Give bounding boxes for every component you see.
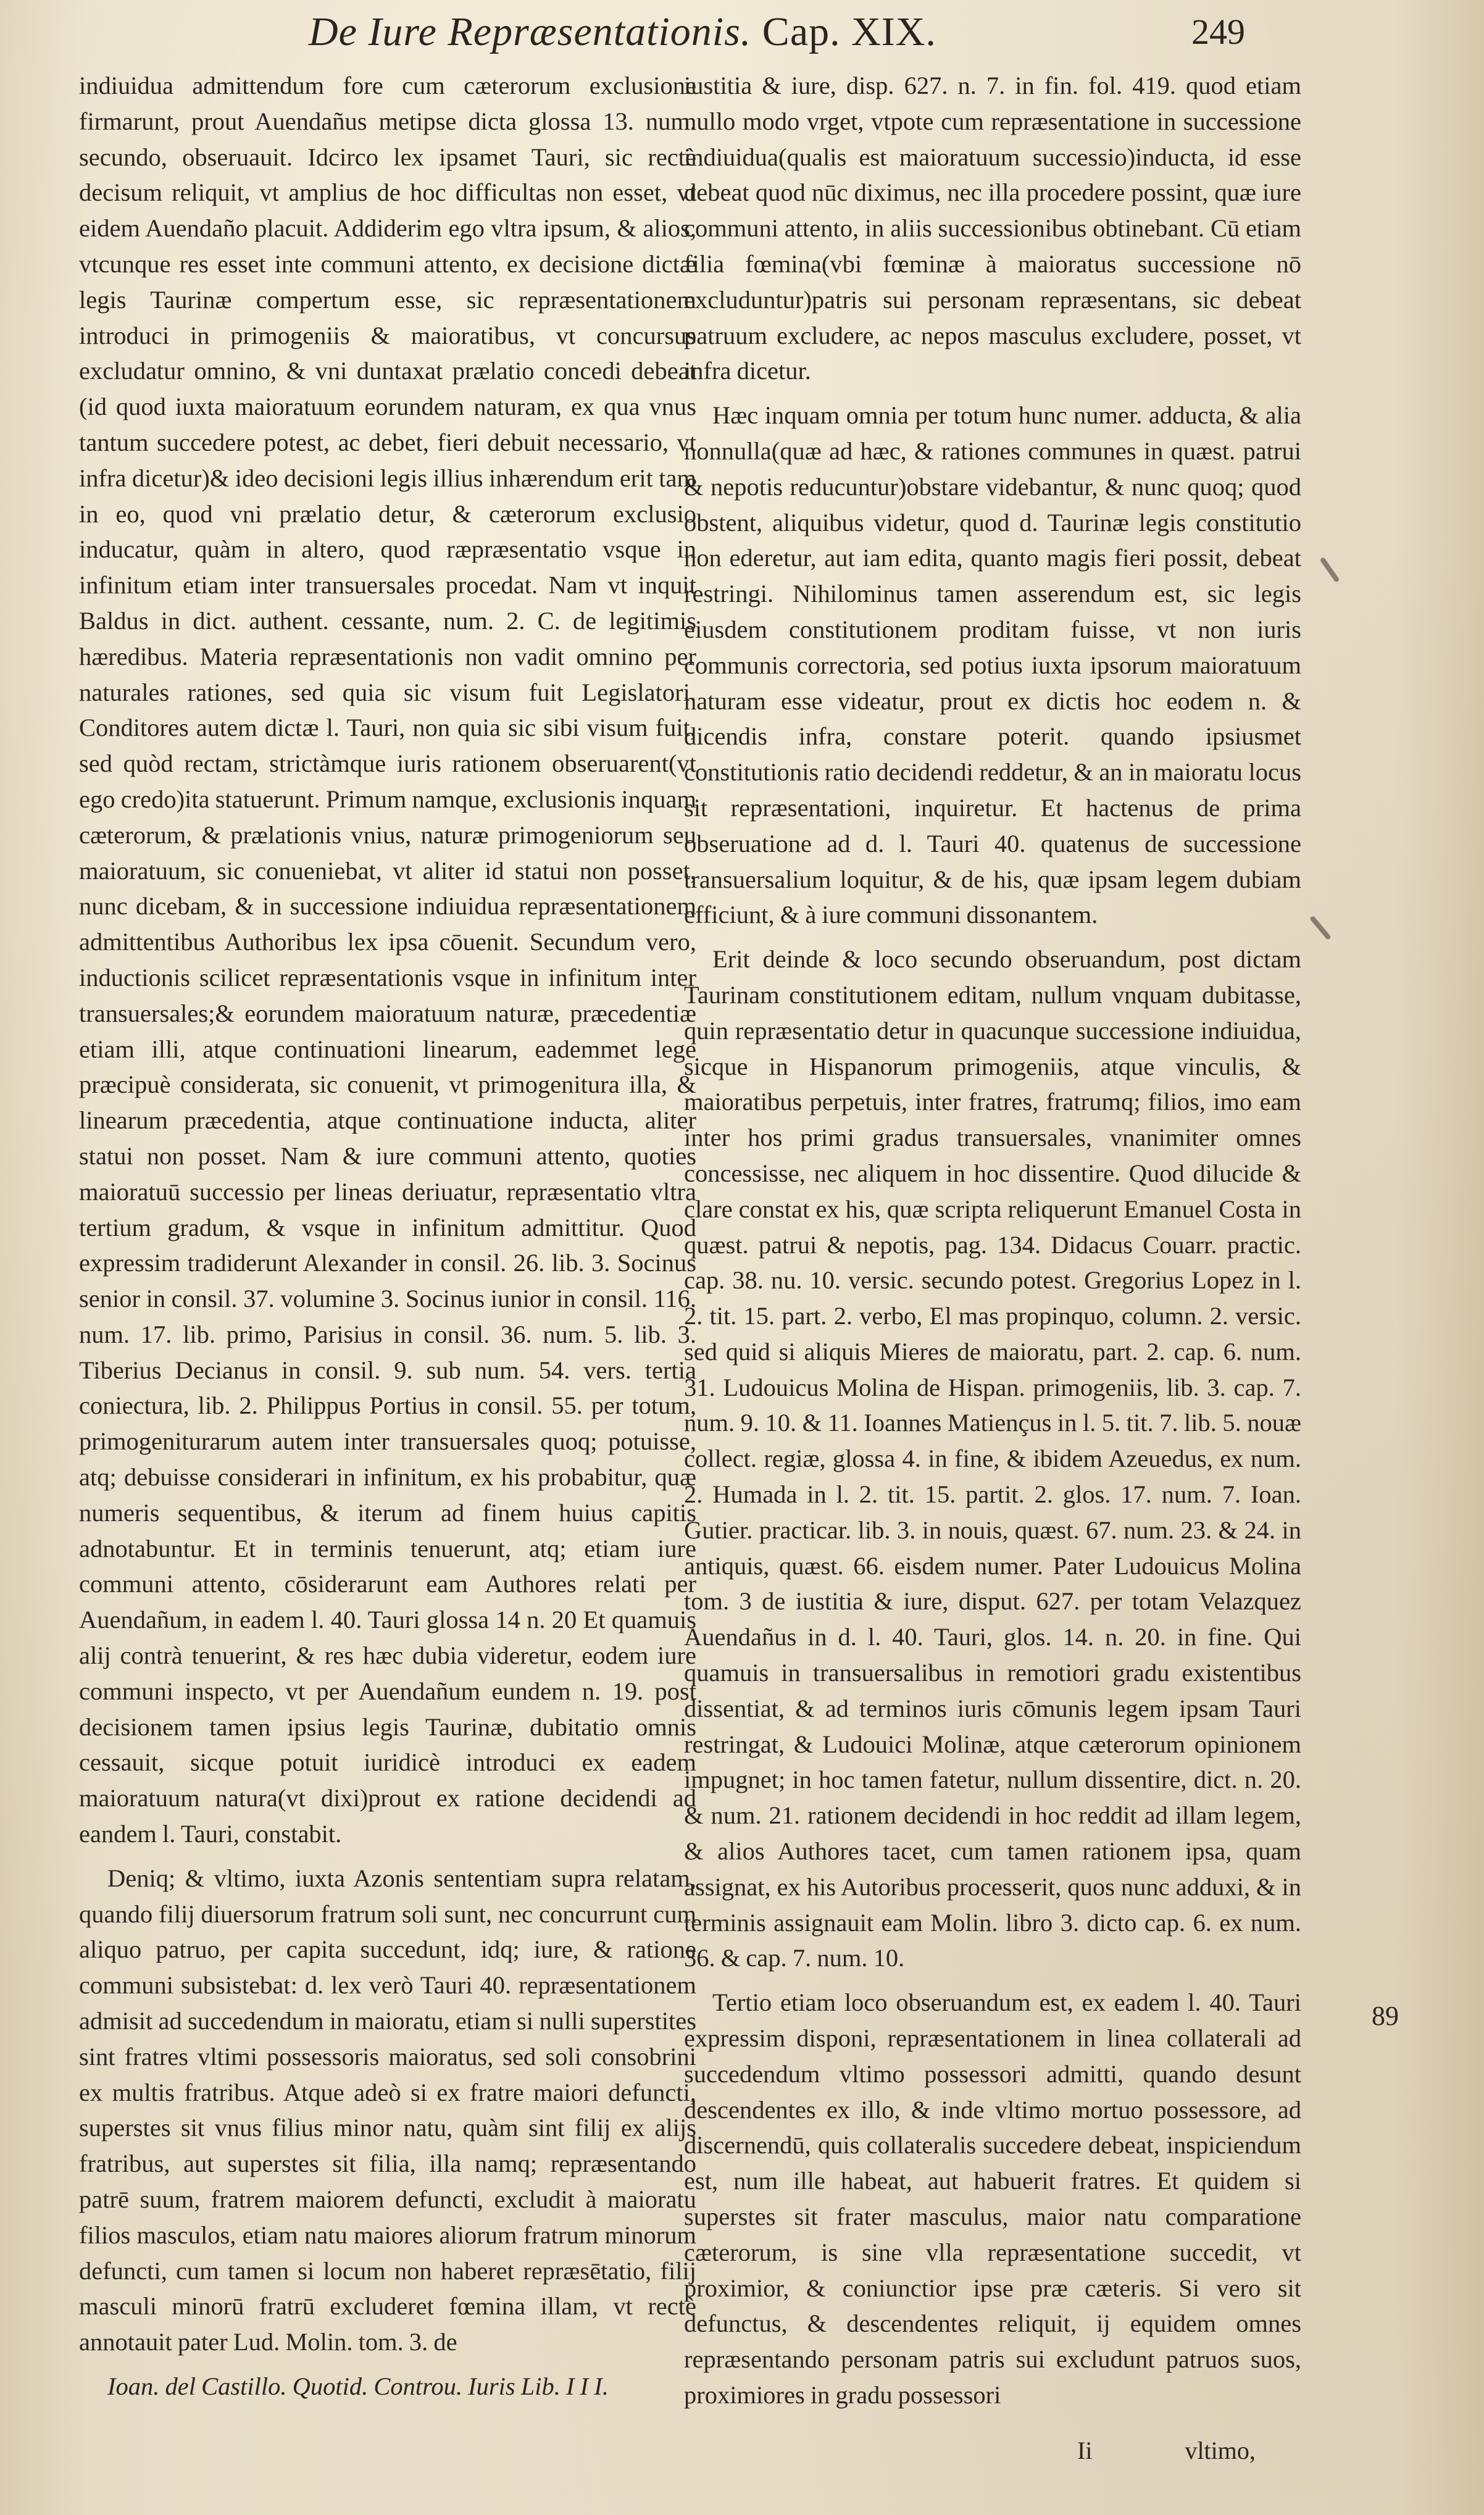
running-title: De Iure Repræsentationis. bbox=[309, 9, 752, 54]
left-paragraph-1: indiuidua admittendum fore cum cæterorum exclusione firmarunt, prout Auendañus metipse dicta glossa 13. num. secundo, obseruauit. Idcirco lex ipsamet Tauri, sic rectè decisum reliquit, vt amplius de hoc difficultas non esset, vt eidem Auendaño placuit. Addiderim ego vltra ipsum, & alios, vtcunque res esset inte communi attento, ex decisione dictæ legis Taurinæ compertum esse, sic repræsentationem introduci in primogeniis & maioratibus, vt concursus excludatur omnino, & vni duntaxat prælatio concedi debeat (id quod iuxta maioratuum eorundem naturam, ex qua vnus tantum succedere potest, ac debet, fieri debuit necessario, vt infra dicetur)& ideo decisioni legis illius inhærendum erit tam in eo, quod vni prælatio detur, & cæterorum exclusio inducatur, quàm in altero, quod ræpræsentatio vsque in infinitum etiam inter transuersales procedat. Nam vt inquit Baldus in dict. authent. cessante, num. 2. C. de legitimis hæredibus. Materia repræsentationis non vadit omnino per naturales rationes, sed quia sic visum fuit Legislatori. Conditores autem dictæ l. Tauri, non quia sic sibi visum fuit, sed quòd rectam, strictàmque iuris rationem obseruarent(vt ego credo)ita statuerunt. Primum namque, exclusionis inquam cæterorum, & prælationis vnius, naturæ primogeniorum seu maioratuum, sic conueniebat, vt aliter id statui non posset, nunc dicebam, & in successione indiuidua repræsentationem admittentibus Authoribus lex ipsa cōuenit. Secundum vero, inductionis scilicet repræsentationis vsque in infinitum inter transuersales;& eorundem maioratuum naturæ, præcedentiæ etiam illi, atque continuationi linearum, eademmet lege præcipuè considerata, sic conuenit, vt primogenitura illa, & linearum præcedentia, atque continuatione inducta, aliter statui non posset. Nam & iure communi attento, quoties maioratuū successio per lineas deriuatur, repræsentatio vltra tertium gradum, & vsque in infinitum admittitur. Quod expressim tradiderunt Alexander in consil. 26. lib. 3. Socinus senior in consil. 37. volumine 3. Socinus iunior in consil. 116. num. 17. lib. primo, Parisius in consil. 36. num. 5. lib. 3. Tiberius Decianus in consil. 9. sub num. 54. vers. tertia coniectura, lib. 2. Philippus Portius in consil. 55. per totum, primogeniturarum autem inter transuersales quoq; potuisse, atq; debuisse considerari in infinitum, ex his probabitur, quæ numeris sequentibus, & iterum ad finem huius capitis adnotabuntur. Et in terminis tenuerunt, atq; etiam iure communi attento, cōsiderarunt eam Authores relati per Auendañum, in eadem l. 40. Tauri glossa 14 n. 20 Et quamuis alij contrà tenuerint, & res hæc dubia videretur, eodem iure communi inspecto, vt per Auendañum eundem n. 19. post decisionem tamen ipsius legis Taurinæ, dubitatio omnis cessauit, sicque potuit iuridicè introduci ex eadem maioratuum natura(vt dixi)prout ex ratione decidendi ad eandem l. Tauri, constabit. bbox=[79, 72, 696, 1848]
right-column bbox=[684, 68, 1301, 2422]
margin-stain-mark bbox=[1309, 915, 1332, 940]
margin-number: 89 bbox=[1372, 2001, 1399, 2031]
margin-stain-mark bbox=[1320, 557, 1340, 583]
right-paragraph-1: iustitia & iure, disp. 627. n. 7. in fin. fol. 419. quod etiam nullo modo vrget, vtpote cum repræsentatione in successione indiuidua(qualis est maioratuum successio)inducta, id esse debeat quod nūc diximus, nec illa procedere possint, quæ iure communi attento, in aliis successionibus obtinebant. Cū etiam filia fœmina(vbi fœminæ à maioratus successione nō excluduntur)patris sui personam repræsentans, sic debeat patruum excludere, ac nepos masculus excludere, posset, vt infra dicetur. bbox=[684, 72, 1301, 385]
right-paragraph-3: Erit deinde & loco secundo obseruandum, post dictam Taurinam constitutionem editam, nullum vnquam dubitasse, quin repræsentatio detur in quacunque successione indiuidua, sicque in Hispanorum primogeniis, atque vinculis, & maioratibus perpetuis, inter fratres, fratrumq; filios, imo eam inter hos primi gradus transuersales, vnanimiter omnes concessisse, nec aliquem in hoc dissentire. Quod dilucide & clare constat ex his, quæ scripta reliquerunt Emanuel Costa in quæst. patrui & nepotis, pag. 134. Didacus Couarr. practic. cap. 38. nu. 10. versic. secundo potest. Gregorius Lopez in l. 2. tit. 15. part. 2. verbo, El mas propinquo, column. 2. versic. sed quid si aliquis Mieres de maioratu, part. 2. cap. 6. num. 31. Ludouicus Molina de Hispan. primogeniis, lib. 3. cap. 7. num. 9. 10. & 11. Ioannes Matiençus in l. 5. tit. 7. lib. 5. nouæ collect. regiæ, glossa 4. in fine, & ibidem Azeuedus, ex num. 2. Humada in l. 2. tit. 15. partit. 2. glos. 17. num. 7. Ioan. Gutier. practicar. lib. 3. in nouis, quæst. 67. num. 23. & 24. in antiquis, quæst. 66. eisdem numer. Pater Ludouicus Molina tom. 3 de iustitia & iure, disput. 627. per totam Velazquez Auendañus in d. l. 40. Tauri, glos. 14. n. 20. in fine. Qui quamuis in transuersalibus in remotiori gradu existentibus dissentiat, & ad terminos iuris cōmunis legem ipsam Tauri restringat, & Ludouici Molinæ, atque cæterorum opinionem impugnet; in hoc tamen fatetur, nullum dissentire, dict. n. 20. & num. 21. rationem decidendi in hoc reddit ad illam legem, & alios Authores tacet, cum tamen rationem ipsa, quam assignat, ex his Autoribus processerit, quos nunc adduxi, & in terminis assignauit eam Molin. libro 3. dicto cap. 6. ex num. 36. & cap. 7. num. 10. bbox=[684, 945, 1301, 1972]
right-paragraph-2: Hæc inquam omnia per totum hunc numer. adducta, & alia nonnulla(quæ ad hæc, & rationes communes in quæst. patrui & nepotis reducuntur)obstare videbantur, & nunc quoq; quod obstent, aliquibus videtur, quod d. Taurinæ legis constitutio non ederetur, aut iam edita, quanto magis fieri possit, debeat restringi. Nihilominus tamen asserendum est, sic legis eiusdem constitutionem proditam fuisse, vt non iuris communis correctoria, sed potius iuxta ipsorum maioratuum naturam esse videatur, prout ex dictis hoc eodem n. & dicendis infra, constare poterit. quando ipsiusmet constitutionis ratio decidendi reddetur, & an in maioratu locus sit repræsentationi, inquiretur. Et hactenus de prima obseruatione ad d. l. Tauri 40. quatenus de successione transuersalium loquitur, & de his, quæ ipsam legem dubiam efficiunt, & à iure communi dissonantem. bbox=[684, 401, 1301, 929]
chapter-label: Cap. XIX. bbox=[762, 9, 936, 54]
left-footer-line: Ioan. del Castillo. Quotid. Controu. Iuris Lib. I I I. bbox=[107, 2372, 609, 2400]
left-paragraph-2: Deniq; & vltimo, iuxta Azonis sententiam supra relatam, quando filij diuersorum fratrum soli sunt, nec concurrunt cum aliquo patruo, per capita succedunt, idq; iure, & ratione communi subsistebat: d. lex verò Tauri 40. repræsentationem admisit ad succedendum in maioratu, etiam si nulli superstites sint fratres vltimi possessoris maioratus, sed soli consobrini ex multis fratribus. Atque adeò si ex fratre maiori defuncti, superstes sit vnus filius minor natu, quàm sint filij ex alijs fratribus, aut superstes sit filia, illa namq; repræsentando patrē suum, fratrem maiorem defuncti, excludit à maioratu filios masculos, etiam natu maiores aliorum fratrum minorum defuncti, cum tamen si locum non haberet repræsētatio, filij masculi minorū fratrū excluderet fœmina illam, vt rectè annotauit pater Lud. Molin. tom. 3. de bbox=[79, 1864, 696, 2356]
signature-mark: Ii bbox=[1077, 2437, 1093, 2464]
running-head bbox=[309, 9, 936, 56]
catchword: vltimo, bbox=[1185, 2437, 1256, 2464]
left-column bbox=[79, 68, 696, 2413]
right-paragraph-4: Tertio etiam loco obseruandum est, ex eadem l. 40. Tauri expressim disponi, repræsentationem in linea collaterali ad succedendum vltimo possessori admitti, quando desunt descendentes ex illo, & inde vltimo mortuo possessore, ad discernendū, quis collateralis succedere debeat, inspiciendum est, num ille habeat, aut habuerit fratres. Et quidem si superstes sit frater masculus, maior natu comparatione cæterorum, is sine vlla repræsentatione succedit, vt proximior, & coniunctior ipse præ cæteris. Si vero sit defunctus, & descendentes reliquit, ij equidem omnes repræsentando personam patris sui excludunt patruos suos, proximiores in gradu possessori bbox=[684, 1988, 1301, 2409]
page-number: 249 bbox=[1191, 12, 1245, 52]
page-footer bbox=[1077, 2436, 1256, 2465]
page-header bbox=[0, 9, 1484, 64]
